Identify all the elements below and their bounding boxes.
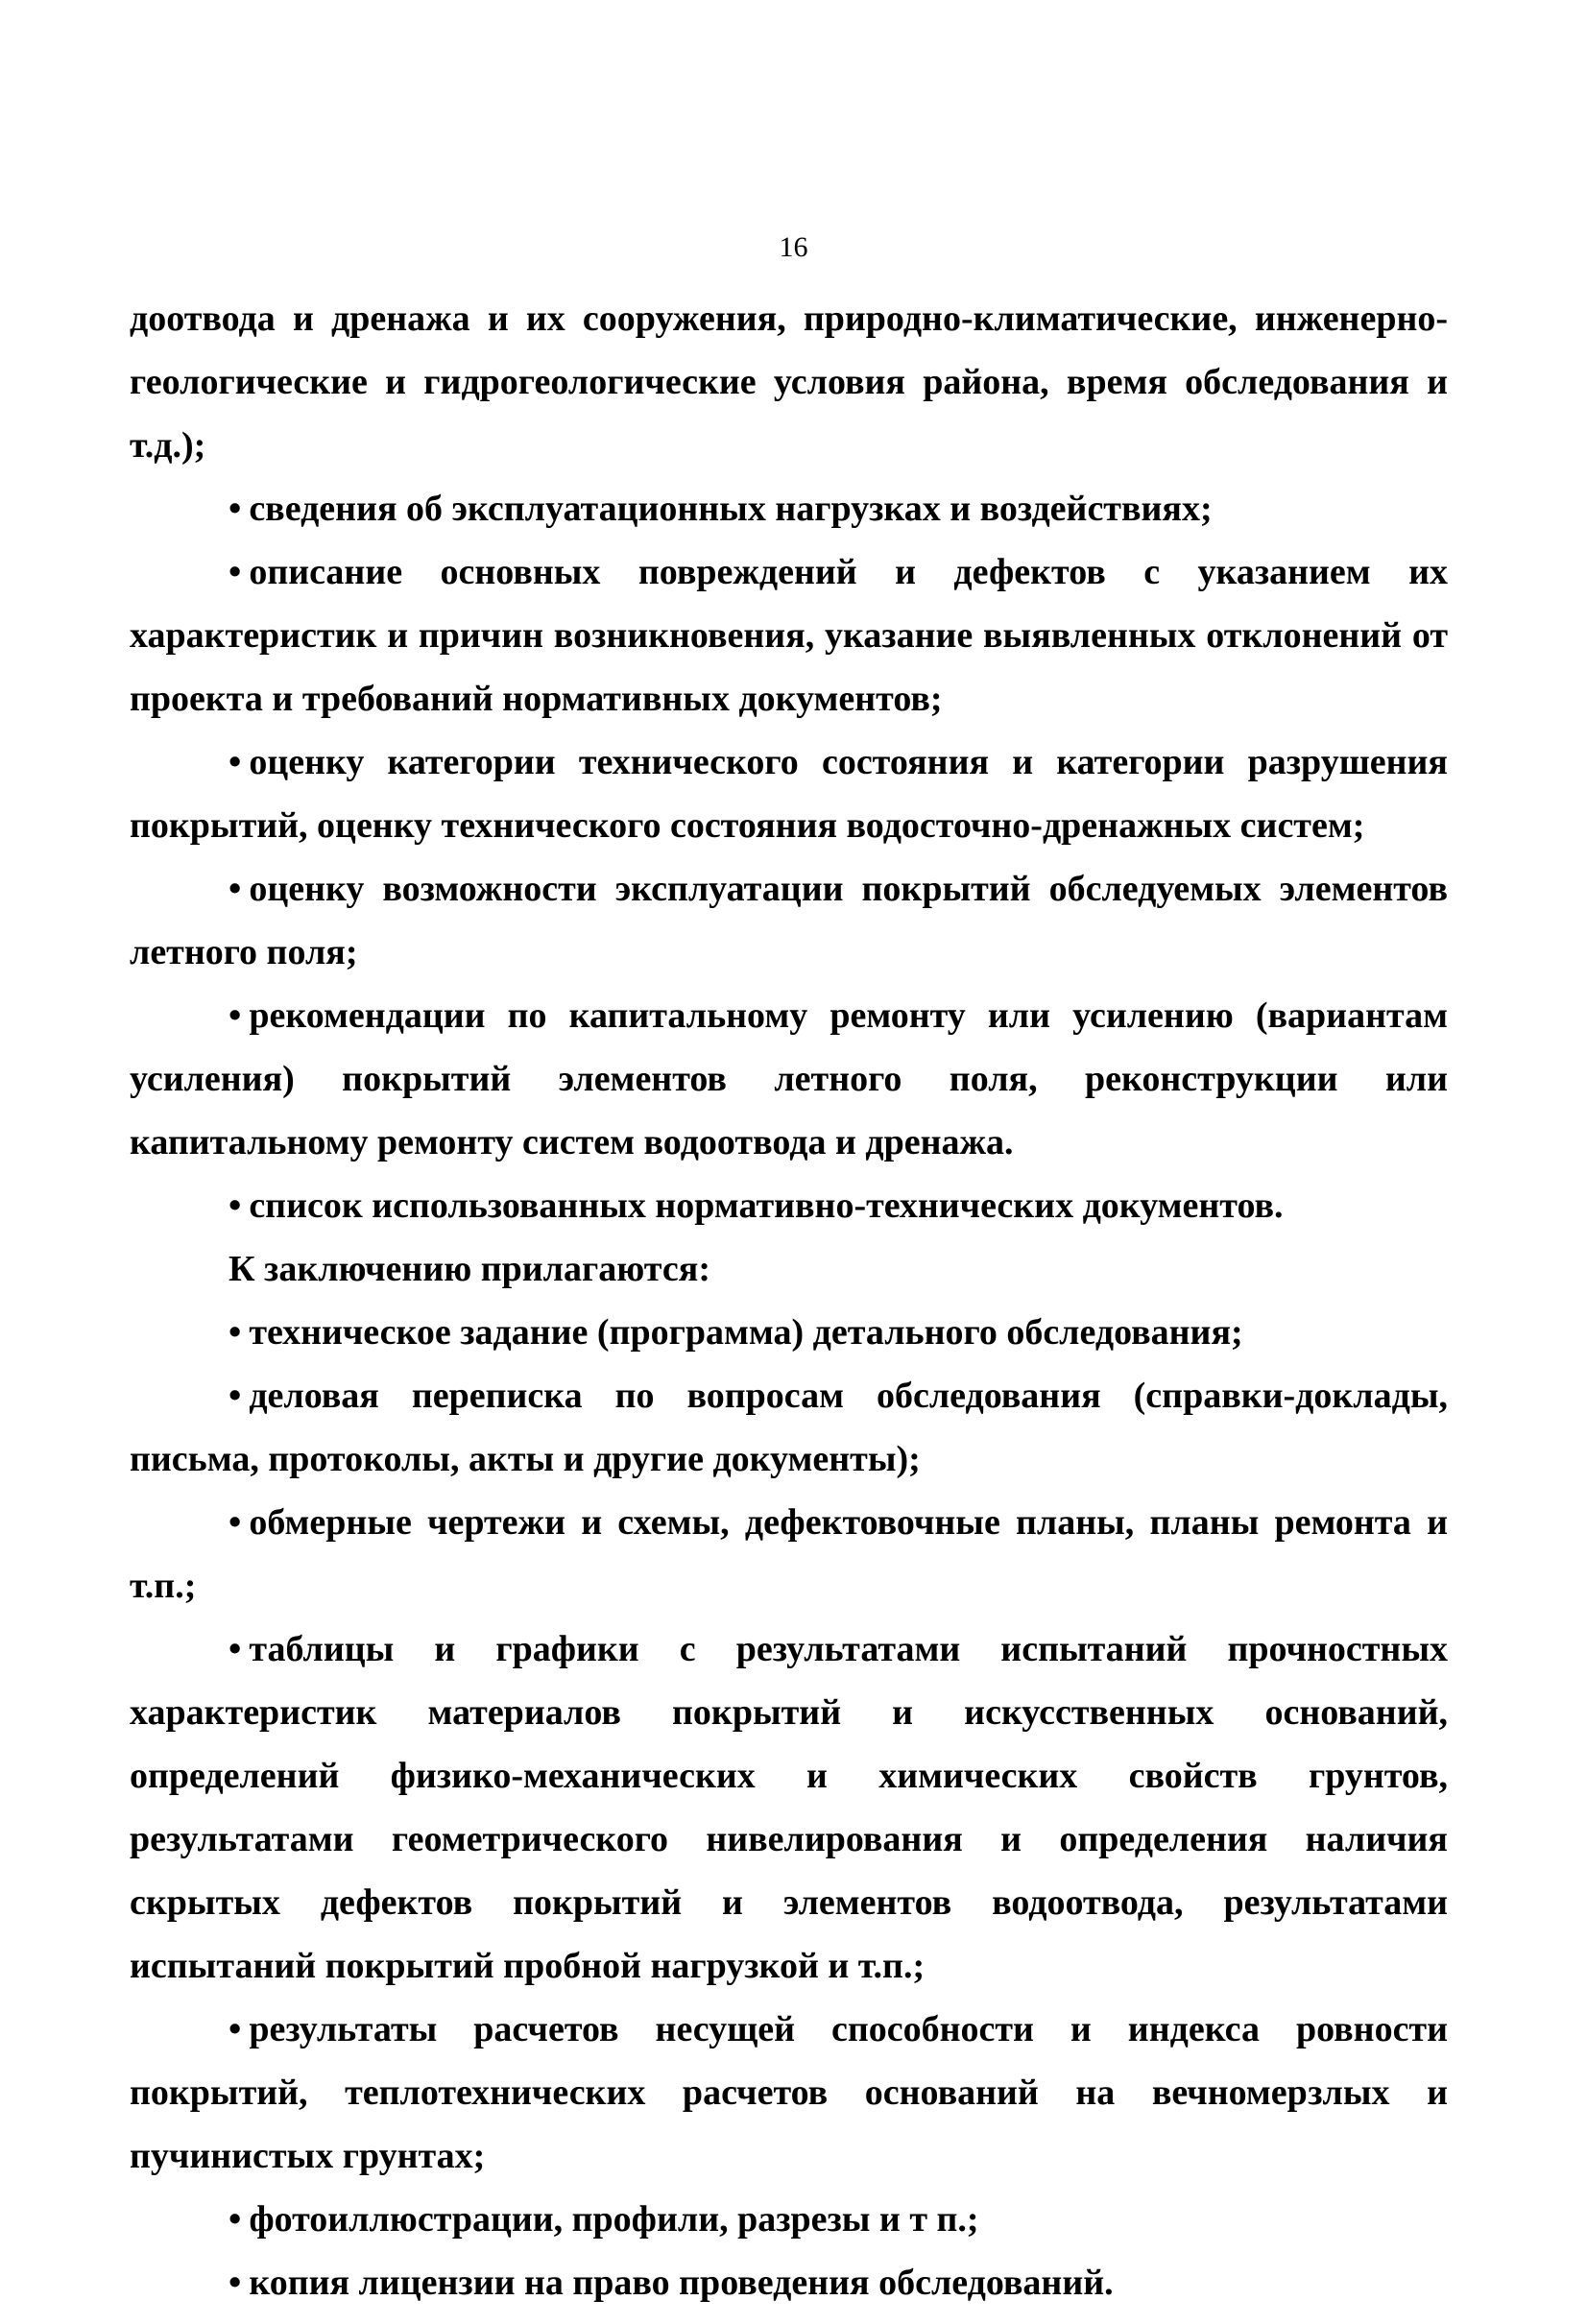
- bullet-list-item: [130, 2188, 1448, 2251]
- bullet-icon: •: [228, 2009, 242, 2049]
- page-number: 16: [779, 231, 808, 263]
- bullet-list-item: [130, 540, 1448, 731]
- bullet-list-item: [130, 1301, 1448, 1364]
- bullet-icon: •: [228, 2263, 242, 2303]
- paragraph-text: оценку возможности эксплуатации покрытий обследуемых элементов летного поля;: [130, 869, 1448, 972]
- bullet-list-item: [130, 1617, 1448, 1998]
- paragraph-text: таблицы и графики с результатами испытаний прочностных характеристик материалов покрытий и искусственных оснований, определений физико-механических и химических свойств грунтов, результатами геометрического нивелирования и определения наличия скрытых дефектов покрытий и элементов водоотвода, результатами испытаний покрытий пробной нагрузкой и т.п.;: [130, 1629, 1448, 1986]
- paragraph-text: копия лицензии на право проведения обследований.: [249, 2263, 1114, 2303]
- document-body: [130, 287, 1448, 2314]
- paragraph-text: К заключению прилагаются:: [228, 1249, 710, 1289]
- bullet-list-item: [130, 1174, 1448, 1237]
- paragraph-text: сведения об эксплуатационных нагрузках и воздействиях;: [249, 489, 1213, 529]
- bullet-list-item: [130, 477, 1448, 540]
- bullet-icon: •: [228, 552, 242, 592]
- paragraph-text: деловая переписка по вопросам обследования (справки-доклады, письма, протоколы, акты и другие документы);: [130, 1376, 1448, 1479]
- bullet-icon: •: [228, 1376, 242, 1416]
- bullet-icon: •: [228, 742, 242, 782]
- paragraph-text: фотоиллюстрации, профили, разрезы и т п.;: [249, 2199, 979, 2240]
- bullet-icon: •: [228, 869, 242, 909]
- bullet-icon: •: [228, 489, 242, 529]
- paragraph-text: описание основных повреждений и дефектов с указанием их характеристик и причин возникновения, указание выявленных отклонений от проекта и требований нормативных документов;: [130, 552, 1448, 719]
- bullet-list-item: [130, 731, 1448, 857]
- paragraph-text: результаты расчетов несущей способности и индекса ровности покрытий, теплотехнических расчетов оснований на вечномерзлых и пучинистых грунтах;: [130, 2009, 1448, 2176]
- body-paragraph: [130, 287, 1448, 477]
- paragraph-text: список использованных нормативно-технических документов.: [249, 1186, 1284, 1226]
- paragraph-text: доотвода и дренажа и их сооружения, природно-климатические, инженерно-геологические и гидрогеологические условия района, время обследования и т.д.);: [130, 299, 1448, 466]
- bullet-icon: •: [228, 1502, 242, 1543]
- paragraph-text: техническое задание (программа) детального обследования;: [249, 1312, 1243, 1353]
- bullet-icon: •: [228, 2199, 242, 2240]
- paragraph-text: оценку категории технического состояния и категории разрушения покрытий, оценку технического состояния водосточно-дренажных систем;: [130, 742, 1448, 846]
- bullet-list-item: [130, 1491, 1448, 1617]
- bullet-icon: •: [228, 1186, 242, 1226]
- bullet-icon: •: [228, 1629, 242, 1669]
- bullet-list-item: [130, 1364, 1448, 1491]
- bullet-icon: •: [228, 995, 242, 1036]
- bullet-list-item: [130, 2251, 1448, 2314]
- paragraph-text: обмерные чертежи и схемы, дефектовочные планы, планы ремонта и т.п.;: [130, 1502, 1448, 1606]
- bullet-icon: •: [228, 1312, 242, 1353]
- bullet-list-item: [130, 857, 1448, 984]
- body-paragraph: [130, 1237, 1448, 1301]
- paragraph-text: рекомендации по капитальному ремонту или усилению (вариантам усиления) покрытий элементов летного поля, реконструкции или капитальному ремонту систем водоотвода и дренажа.: [130, 995, 1448, 1162]
- bullet-list-item: [130, 984, 1448, 1174]
- bullet-list-item: [130, 1998, 1448, 2188]
